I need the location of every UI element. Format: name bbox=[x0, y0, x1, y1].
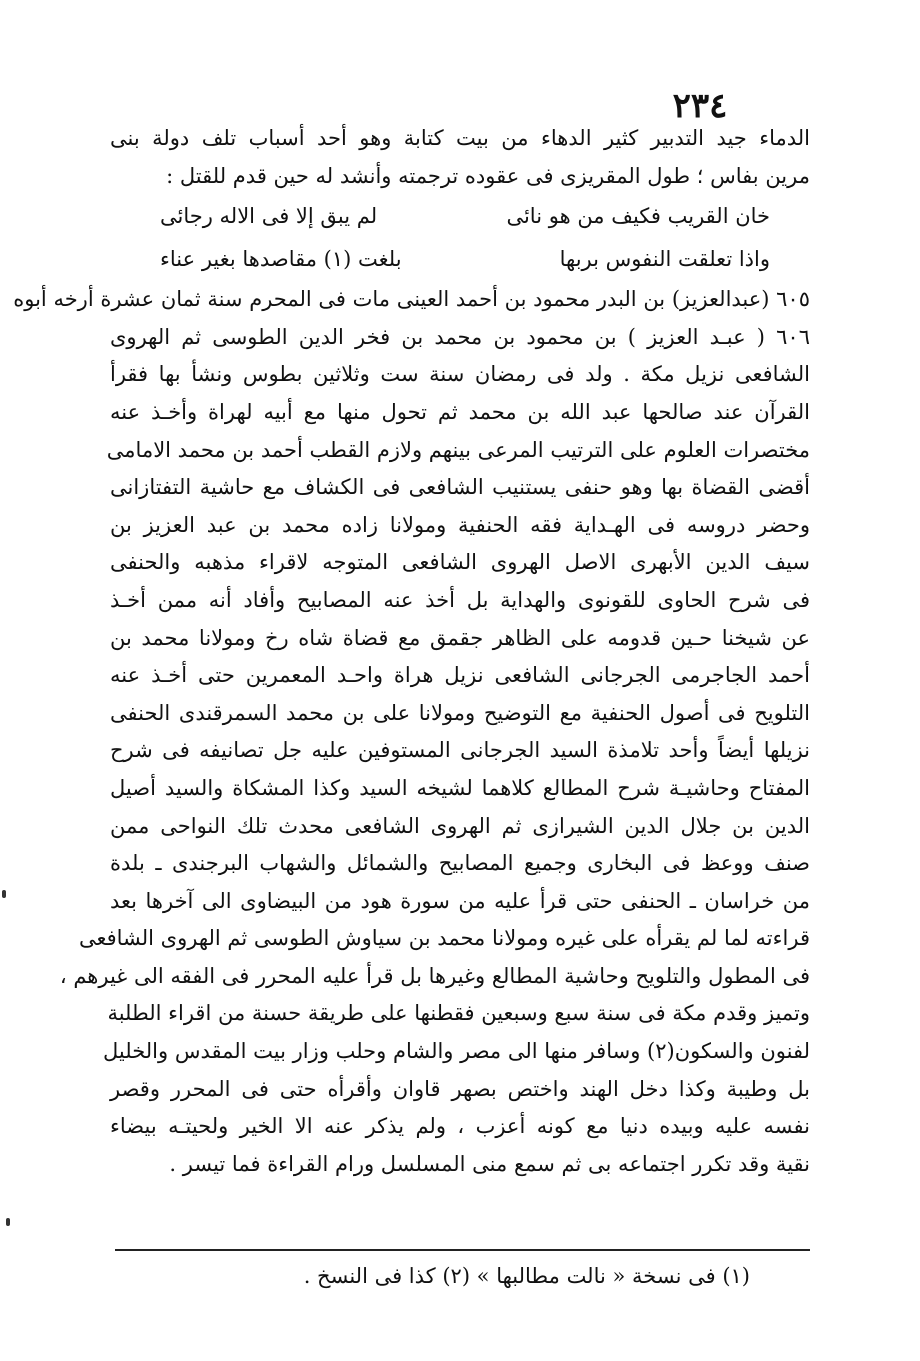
text-line: من خراسان ـ الحنفى حتى قرأ عليه من سورة هود من البيضاوى الى آخرها بعد bbox=[110, 888, 810, 913]
text-line: التلويح فى أصول الحنفية مع التوضيح ومولانا على بن محمد السمرقندى الحنفى bbox=[110, 700, 810, 725]
verse-first-hemistich: واذا تعلقت النفوس بربها bbox=[559, 247, 770, 272]
text-line: الشافعى نزيل مكة . ولد فى رمضان سنة ست وثلاثين بطوس ونشأ بها فقرأ bbox=[110, 362, 810, 387]
text-line: الدماء جيد التدبير كثير الدهاء من بيت كتابة وهو أحد أسباب تلف دولة بنى bbox=[110, 126, 810, 150]
margin-speck bbox=[2, 890, 6, 898]
text-line: المفتاح وحاشيـة شرح المطالع كلاهما لشيخه السيد وكذا المشكاة والسيد أصيل bbox=[110, 775, 810, 800]
text-line: نزيلها أيضاً وأحد تلامذة السيد الجرجانى المستوفين عليه جل تصانيفه فى شرح bbox=[110, 738, 810, 763]
text-line: الدين بن جلال الدين الشيرازى ثم الهروى الشافعى محدث تلك النواحى ممن bbox=[110, 813, 810, 838]
page-number: ٢٣٤ bbox=[672, 86, 728, 126]
text-line: وحضر دروسه فى الهـداية فقه الحنفية ومولانا زاده محمد بن عبد العزيز بن bbox=[110, 512, 810, 537]
margin-speck bbox=[6, 1218, 10, 1226]
text-line: قراءته لما لم يقرأه على غيره ومولانا محمد بن سياوش الطوسى ثم الهروى الشافعى bbox=[78, 926, 810, 951]
main-text bbox=[13, 120, 810, 1183]
text-line: صنف ووعظ فى البخارى وجميع المصابيح والشمائل والشهاب البرجندى ـ بلدة bbox=[110, 851, 810, 876]
text-line: نفسه عليه وبيده دنيا مع كونه أعزب ، ولم يذكر عنه الا الخير ولحيتـه بيضاء bbox=[110, 1114, 810, 1139]
text-line: فى المطول والتلويح وحاشية المطالع وغيرها بل قرأ عليه المحرر فى الفقه الى غيرهم ، bbox=[59, 963, 810, 988]
text-line: فى شرح الحاوى للقونوى والهداية بل أخذ عنه المصابيح وأفاد أنه ممن أخـذ bbox=[110, 587, 810, 612]
entry-606-heading: ٦٠٦ ( عبـد العزيز ) بن محمود بن محمد بن فخر الدين الطوسى ثم الهروى bbox=[110, 324, 810, 349]
text-line: مرين بفاس ؛ طول المقريزى فى عقوده ترجمته وأنشد له حين قدم للقتل : bbox=[166, 163, 810, 188]
text-line: مختصرات العلوم على الترتيب المرعى بينهم ولازم القطب أحمد بن محمد الامامى bbox=[106, 437, 810, 462]
poem-verse bbox=[110, 195, 810, 238]
text-line: نقية وقد تكرر اجتماعه بى ثم سمع منى المسلسل ورام القراءة فما تيسر . bbox=[169, 1151, 810, 1176]
text-line: سيف الدين الأبهرى الاصل الهروى الشافعى المتوجه لاقراء مذهبه والحنفى bbox=[110, 550, 810, 575]
verse-second-hemistich: بلغت (١) مقاصدها بغير عناء bbox=[160, 247, 402, 272]
text-line: أحمد الجاجرمى الجرجانى الشافعى نزيل هراة واحـد المعمرين حتى أخـذ عنه bbox=[110, 663, 810, 688]
text-line: لفنون والسكون(٢) وسافر منها الى مصر والشام وحلب وزار بيت المقدس والخليل bbox=[103, 1039, 810, 1064]
verse-first-hemistich: خان القريب فكيف من هو نائى bbox=[506, 204, 770, 229]
verse-second-hemistich: لم يبق إلا فى الاله رجائى bbox=[160, 204, 378, 229]
text-line: القرآن عند صالحها عبد الله بن محمد ثم تحول منها مع أبيه لهراة وأخـذ عنه bbox=[110, 399, 810, 424]
entry-605: ٦٠٥ (عبدالعزيز) بن البدر محمود بن أحمد العينى مات فى المحرم سنة ثمان عشرة أرخه أبوه bbox=[13, 287, 810, 312]
poem-verse bbox=[110, 238, 810, 281]
footnote-divider bbox=[115, 1249, 810, 1251]
text-line: وتميز وقدم مكة فى سنة سبع وسبعين فقطنها على طريقة حسنة من اقراء الطلبة bbox=[107, 1001, 810, 1026]
text-line: أقضى القضاة بها وهو حنفى يستنيب الشافعى فى الكشاف مع حاشية التفتازانى bbox=[110, 475, 810, 500]
text-line: عن شيخنا حـين قدومه على الظاهر جقمق مع قضاة شاه رخ ومولانا محمد بن bbox=[110, 625, 810, 650]
footnotes: (١) فى نسخة « نالت مطالبها » (٢) كذا فى النسخ . bbox=[303, 1264, 750, 1288]
text-line: بل وطيبة وكذا دخل الهند واختص بصهر قاوان وأقرأه حتى فى المحرر وقصر bbox=[110, 1076, 810, 1101]
